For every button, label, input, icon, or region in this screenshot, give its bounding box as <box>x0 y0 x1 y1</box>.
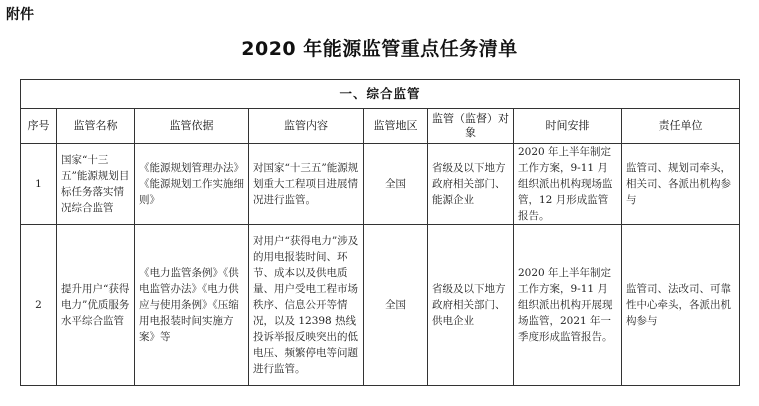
row-schedule: 2020 年上半年制定工作方案，9-11 月组织派出机构开展现场监管，2021 年一季度形成监管报告。 <box>514 225 622 386</box>
header-content: 监管内容 <box>249 109 364 144</box>
header-schedule: 时间安排 <box>514 109 622 144</box>
row-index: 2 <box>21 225 57 386</box>
row-content: 对用户“获得电力”涉及的用电报装时间、环节、成本以及供电质量、用户受电工程市场秩序、信息公开等情况，以及 12398 热线投诉举报反映突出的低电压、频繁停电等问题进行监管。 <box>249 225 364 386</box>
row-index: 1 <box>21 144 57 225</box>
row-responsible: 监管司、规划司牵头，相关司、各派出机构参与 <box>622 144 740 225</box>
row-basis: 《能源规划管理办法》《能源规划工作实施细则》 <box>135 144 249 225</box>
header-index: 序号 <box>21 109 57 144</box>
row-content: 对国家“十三五”能源规划重大工程项目进展情况进行监管。 <box>249 144 364 225</box>
row-responsible: 监管司、法改司、可靠性中心牵头，各派出机构参与 <box>622 225 740 386</box>
row-name: 国家“十三五”能源规划目标任务落实情况综合监管 <box>57 144 135 225</box>
table-row <box>21 144 740 225</box>
table-header-row <box>21 109 740 144</box>
section-title: 一、综合监管 <box>21 80 740 109</box>
header-region: 监管地区 <box>364 109 428 144</box>
header-target: 监管（监督）对象 <box>428 109 514 144</box>
row-target: 省级及以下地方政府相关部门、能源企业 <box>428 144 514 225</box>
row-basis: 《电力监管条例》《供电监管办法》《电力供应与使用条例》《压缩用电报装时间实施方案》等 <box>135 225 249 386</box>
row-name: 提升用户“获得电力”优质服务水平综合监管 <box>57 225 135 386</box>
section-row <box>21 80 740 109</box>
header-basis: 监管依据 <box>135 109 249 144</box>
row-region: 全国 <box>364 225 428 386</box>
document-title: 2020 年能源监管重点任务清单 <box>241 38 518 60</box>
row-schedule: 2020 年上半年制定工作方案，9-11 月组织派出机构现场监管，12 月形成监管报告。 <box>514 144 622 225</box>
row-target: 省级及以下地方政府相关部门、供电企业 <box>428 225 514 386</box>
row-region: 全国 <box>364 144 428 225</box>
header-name: 监管名称 <box>57 109 135 144</box>
attachment-label: 附件 <box>6 7 34 23</box>
task-table <box>20 79 740 386</box>
header-responsible: 责任单位 <box>622 109 740 144</box>
table-row <box>21 225 740 386</box>
